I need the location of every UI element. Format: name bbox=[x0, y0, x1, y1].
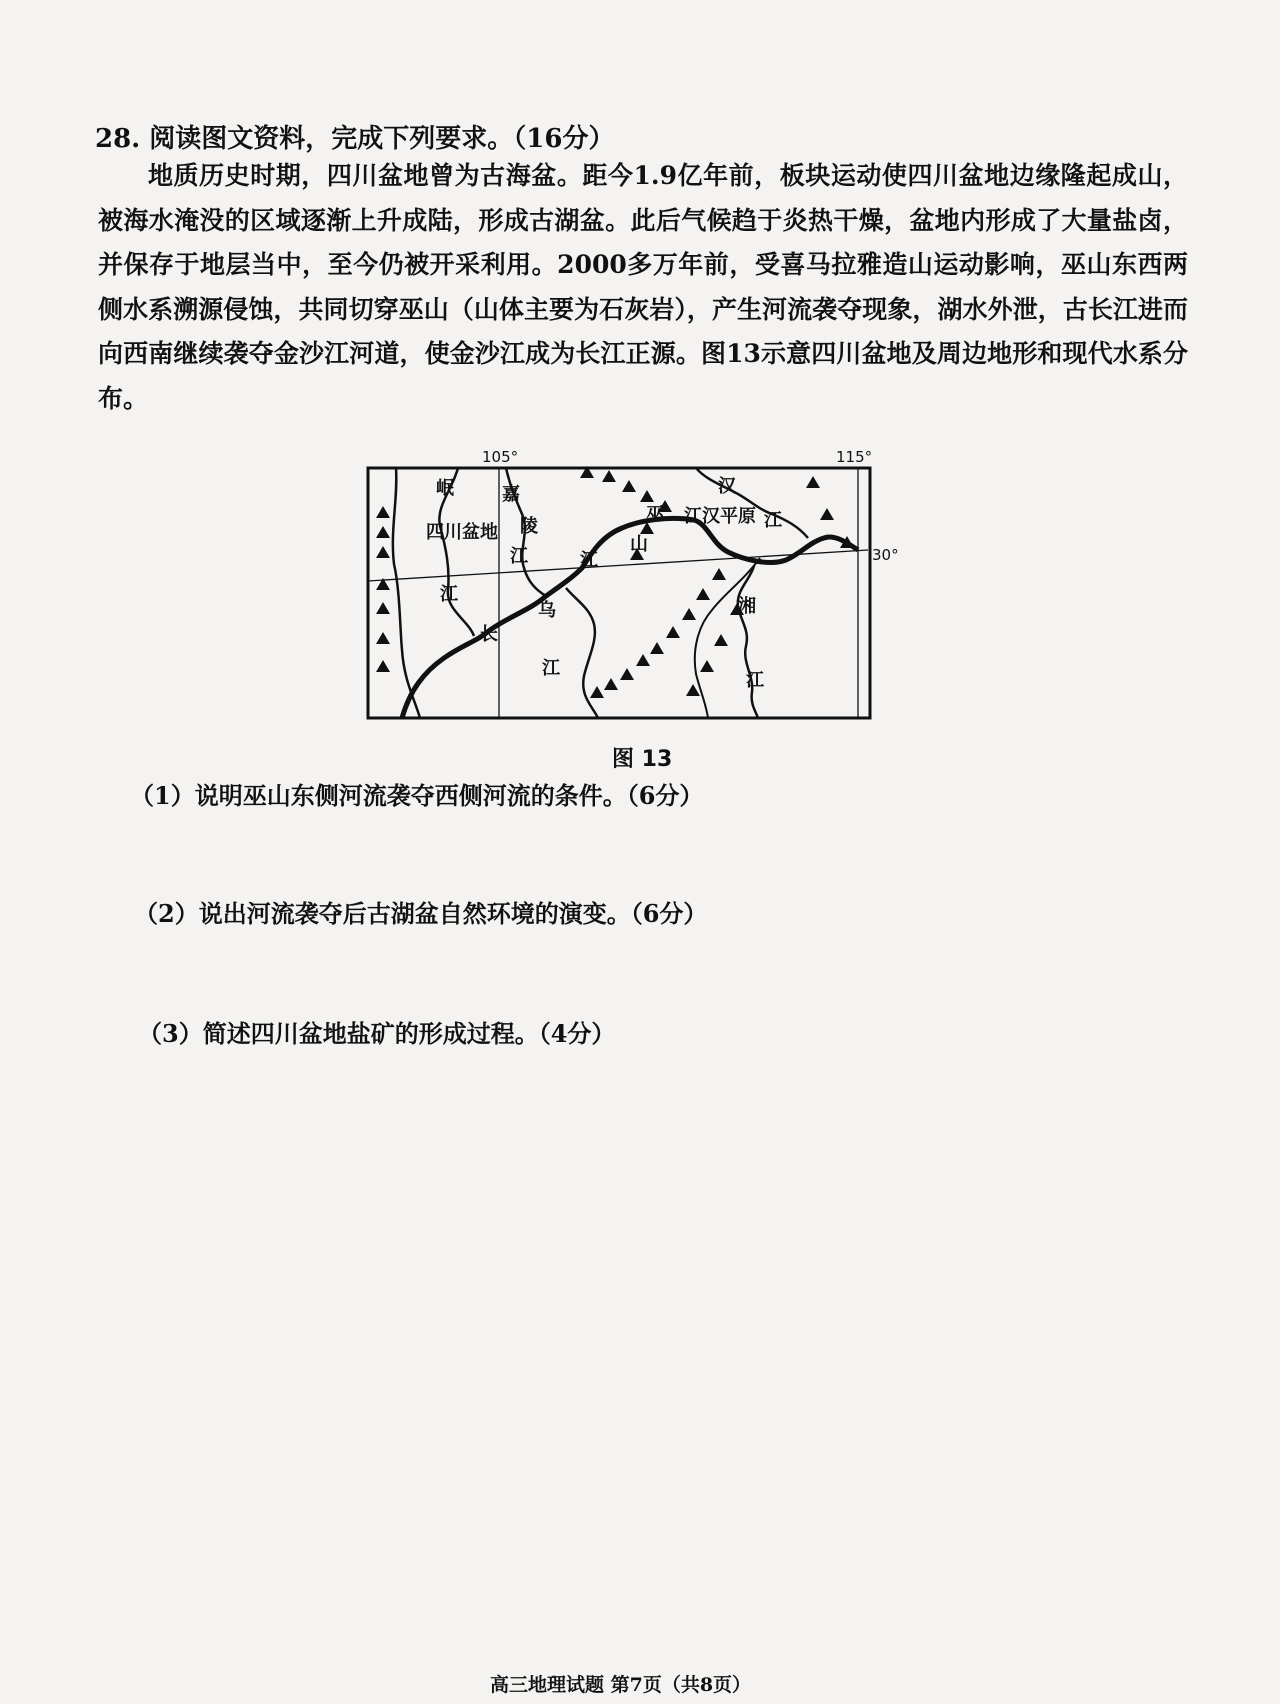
label-sichuan-basin: 四川盆地 bbox=[426, 522, 498, 543]
label-chang: 长 bbox=[480, 624, 498, 645]
han-river bbox=[696, 468, 808, 538]
figure-caption: 图 13 bbox=[612, 747, 673, 772]
subquestion-1: （1）说明巫山东侧河流袭夺西侧河流的条件。（6分） bbox=[130, 781, 704, 810]
figure-13-map bbox=[340, 440, 900, 725]
label-wu-mountain-a: 巫 bbox=[646, 504, 664, 525]
wu-river bbox=[566, 588, 598, 718]
label-min: 岷 bbox=[436, 478, 454, 499]
label-changjiang-jiang: 江 bbox=[580, 550, 598, 571]
lon-label-105: 105° bbox=[482, 448, 519, 466]
west-river bbox=[393, 468, 420, 718]
label-jianghan-plain: 江汉平原 bbox=[684, 506, 756, 527]
label-wu-mountain-b: 山 bbox=[630, 534, 648, 555]
page-footer: 高三地理试题 第7页（共8页） bbox=[490, 1674, 752, 1696]
xiang-river bbox=[738, 566, 758, 718]
label-han-jiang: 江 bbox=[764, 510, 782, 531]
label-wu-river: 乌 bbox=[538, 600, 556, 621]
label-wu-jiang: 江 bbox=[542, 658, 560, 679]
lat-label-30: 30° bbox=[872, 546, 899, 564]
subquestion-2: （2）说出河流袭夺后古湖盆自然环境的演变。（6分） bbox=[134, 899, 708, 928]
label-han: 汉 bbox=[718, 476, 736, 497]
lon-label-115: 115° bbox=[836, 448, 873, 466]
passage-text: 地质历史时期，四川盆地曾为古海盆。距今1.9亿年前，板块运动使四川盆地边缘隆起成山，被海水淹没的区域逐渐上升成陆，形成古湖盆。此后气候趋于炎热干燥，盆地内形成了大量盐卤，并保存于地层当中，至今仍被开采利用。2000多万年前，受喜马拉雅造山运动影响，巫山东西两侧水系溯源侵蚀，共同切穿巫山（山体主要为石灰岩），产生河流袭夺现象，湖水外泄，古长江进而向西南继续袭夺金沙江河道，使金沙江成为长江正源。图13示意四川盆地及周边地形和现代水系分布。 bbox=[98, 161, 1188, 413]
label-ling: 陵 bbox=[520, 516, 538, 537]
map-svg bbox=[340, 440, 900, 730]
tributary-river bbox=[695, 558, 760, 718]
label-jialing-jiang: 江 bbox=[510, 546, 528, 567]
label-min-jiang: 江 bbox=[440, 584, 458, 605]
subquestion-3: （3）简述四川盆地盐矿的形成过程。（4分） bbox=[138, 1019, 616, 1048]
label-xiang: 湘 bbox=[738, 596, 756, 617]
label-jia: 嘉 bbox=[502, 484, 520, 505]
question-title: 28. 阅读图文资料，完成下列要求。（16分） bbox=[95, 124, 615, 154]
label-xiang-jiang: 江 bbox=[746, 670, 764, 691]
